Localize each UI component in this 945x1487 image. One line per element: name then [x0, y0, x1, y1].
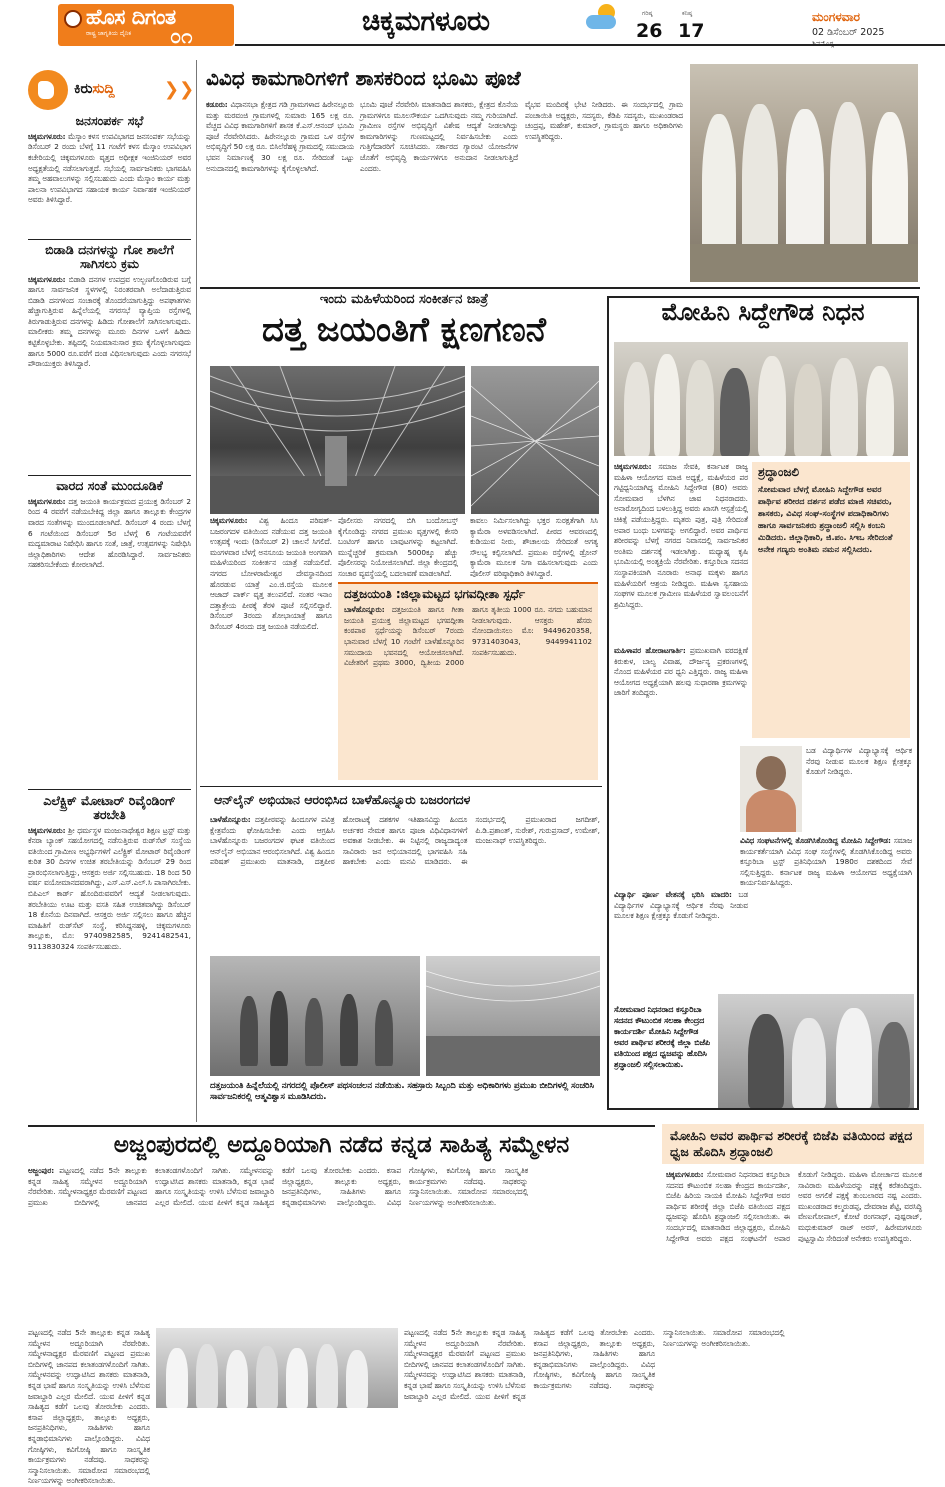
mohini-col-1b: ಮಹಿಳಾಪರ ಹೋರಾಟಗಾರ್ತಿ: ಪ್ರಮುಖವಾಗಿ ವರದಕ್ಷಿಣೆ ಕಿರುಕುಳ, ಬಾಲ್ಯ ವಿವಾಹ, ದೌರ್ಜನ್ಯ ಪ್ರಕರಣಗಳಲ್ಲಿ ನೊಂದ ಮಹಿಳೆಯರ ಪರ ಧ್ವನಿ ಎತ್ತಿದ್ದರು. ರಾಜ್ಯ ಮಹಿಳಾ ಆಯೋಗದ ಅಧ್ಯಕ್ಷೆಯಾಗಿ ಹಲವು ಸುಧಾರಣಾ ಕ್ರಮಗಳನ್ನು ಜಾರಿಗೆ ತಂದಿದ್ದರು. [614, 646, 748, 698]
min-temp-label: ಕನಿಷ್ಠ [682, 10, 693, 17]
max-temp: 26 [636, 20, 663, 42]
mohini-col-1c: ವಿದ್ಯಾರ್ಥಿ ಪೂರ್ಣ ವೇತನಕ್ಕೆ ಭರಿಸಿ ಮಾದರಿ: ಬಡ ವಿದ್ಯಾರ್ಥಿಗಳ ವಿದ್ಯಾಭ್ಯಾಸಕ್ಕೆ ಆರ್ಥಿಕ ನೆರವು ನೀಡುವ ಮೂಲಕ ಶಿಕ್ಷಣ ಕ್ಷೇತ್ರಕ್ಕೂ ಕೊಡುಗೆ ನೀಡಿದ್ದರು. [614, 890, 748, 921]
bhoomi-headline: ವಿವಿಧ ಕಾಮಗಾರಿಗಳಿಗೆ ಶಾಸಕರಿಂದ ಭೂಮಿ ಪೂಜೆ [206, 66, 521, 90]
masthead [0, 0, 945, 48]
brief-body: ಚಿಕ್ಕಮಗಳೂರು: ಮೆಸ್ಕಾಂ ಕಳಸ ಉಪವಿಭಾಗದ ಜನಸಂಪರ್ಕ ಸಭೆಯನ್ನು ಡಿಸೆಂಬರ್ 2 ರಂದು ಬೆಳಗ್ಗೆ 11 ಗಂಟೆಗೆ ಕಳಸ ಮೆಸ್ಕಾಂ ಉಪವಿಭಾಗ ಕಚೇರಿಯಲ್ಲಿ ಚಿಕ್ಕಮಗಳೂರು ವೃತ್ತದ ಅಧೀಕ್ಷಕ ಇಂಜಿನಿಯರ್ ಅವರ ಅಧ್ಯಕ್ಷತೆಯಲ್ಲಿ ನಡೆಸಲಾಗುತ್ತದೆ. ಸಭೆಯಲ್ಲಿ ಸಾರ್ವಜನಿಕರು ಭಾಗವಹಿಸಿ ತಮ್ಮ ಅಹವಾಲುಗಳನ್ನು ಸಲ್ಲಿಸಬಹುದು ಎಂದು ಮೆಸ್ಕಾಂ ಕಾರ್ಯ ಮತ್ತು ಪಾಲನಾ ಉಪವಿಭಾಗದ ಸಹಾಯಕ ಕಾರ್ಯ ನಿರ್ವಾಹಕ ಇಂಜಿನಿಯರ್ ಅವರು ತಿಳಿಸಿದ್ದಾರೆ. [28, 131, 191, 205]
brief-title: ಬಿಡಾಡಿ ದನಗಳನ್ನು ಗೋ ಶಾಲೆಗೆ ಸಾಗಿಸಲು ಕ್ರಮ [45, 242, 174, 271]
logo-tagline: ರಾಷ್ಟ್ರ ಜಾಗೃತಿಯ ದೈನಿಕ [86, 30, 132, 37]
brief-title: ಜನಸಂಪರ್ಕ ಸಭೆ [75, 113, 144, 128]
police-march-photo-2 [426, 956, 600, 1076]
ajjampura-photo [156, 1328, 398, 1408]
mohini-headline: ಮೋಹಿನಿ ಸಿದ್ದೇಗೌಡ ನಿಧನ [661, 298, 865, 326]
bhoomi-col-1: ಕಡೂರು: ವಿಧಾನಸಭಾ ಕ್ಷೇತ್ರದ ಗಡಿ ಗ್ರಾಮಗಳಾದ ಹಿರೇನಲ್ಲೂರು ಮತ್ತು ಮರವಂಜಿ ಗ್ರಾಮಗಳಲ್ಲಿ ಸುಮಾರು 165 ಲಕ್ಷ ರೂ. ವೆಚ್ಚದ ವಿವಿಧ ಕಾಮಗಾರಿಗಳಿಗೆ ಶಾಸಕ ಕೆ.ಎಸ್.ಆನಂದ್ ಭೂಮಿ ಪೂಜೆ ನೆರವೇರಿಸಿದರು. ಹಿರೇನಲ್ಲೂರು ಗ್ರಾಮದ ಒಳ ರಸ್ತೆಗಳ ಅಭಿವೃದ್ಧಿಗೆ 50 ಲಕ್ಷ ರೂ. ಬಿಸಿಲೆರೆಹಳ್ಳಿ ಗ್ರಾಮದಲ್ಲಿ ಸಮುದಾಯ ಭವನ ನಿರ್ಮಾಣಕ್ಕೆ 30 ಲಕ್ಷ ರೂ. ಸೇರಿದಂತೆ ಒಟ್ಟು ಅನುದಾನದಲ್ಲಿ ಕಾಮಗಾರಿಗಳನ್ನು ಕೈಗೊಳ್ಳಲಾಗಿದೆ. [206, 100, 354, 173]
min-temp: 17 [678, 20, 705, 42]
logo-text: ಹೊಸ ದಿಗಂತ [86, 5, 176, 29]
logo-emblem-icon [64, 10, 82, 28]
bhagavad-headline: ದತ್ತಜಯಂತಿ :ಜಿಲ್ಲಾಮಟ್ಟದ ಭಗವದ್ಗೀತಾ ಸ್ಪರ್ಧೆ [344, 587, 526, 601]
online-body: ಬಾಳೆಹೊನ್ನೂರು: ದತ್ತಪೀಠವನ್ನು ಹಿಂದೂಗಳ ಪವಿತ್ರ ಕ್ಷೇತ್ರವೆಂದು ಘೋಷಿಸಬೇಕು ಎಂದು ಆಗ್ರಹಿಸಿ ಬಾಳೆಹೊನ್ನೂರು ಬಜರಂಗದಳ ಘಟಕ ವತಿಯಿಂದ ಆನ್‌ಲೈನ್ ಅಭಿಯಾನ ಆರಂಭಿಸಲಾಗಿದೆ. ವಿಶ್ವ ಹಿಂದೂ ಪರಿಷತ್ ಪ್ರಮುಖರು ಮಾತನಾಡಿ, ದತ್ತಪೀಠ ಹೋರಾಟಕ್ಕೆ ದಶಕಗಳ ಇತಿಹಾಸವಿದ್ದು ಹಿಂದೂ ಅರ್ಚಕರ ನೇಮಕ ಹಾಗೂ ಪೂಜಾ ವಿಧಿವಿಧಾನಗಳಿಗೆ ಅವಕಾಶ ನೀಡಬೇಕು. ಈ ನಿಟ್ಟಿನಲ್ಲಿ ರಾಜ್ಯದಾದ್ಯಂತ ಸಾವಿರಾರು ಜನ ಅಭಿಯಾನದಲ್ಲಿ ಭಾಗವಹಿಸಿ ಸಹಿ ಹಾಕಬೇಕು ಎಂದು ಮನವಿ ಮಾಡಿದರು. ಈ ಸಂದರ್ಭದಲ್ಲಿ ಪ್ರಮುಖರಾದ ಜಗದೀಶ್, ಪಿ.ಡಿ.ಪ್ರಶಾಂತ್, ಸುರೇಶ್, ಗುರುಪ್ರಸಾದ್, ಉಮೇಶ್, ಮಂಜುನಾಥ್ ಉಪಸ್ಥಿತರಿದ್ದರು. [210, 815, 600, 867]
brief-4 [28, 794, 191, 1116]
tribute-body: ಸೋಮವಾರ ಬೆಳಗ್ಗೆ ಮೋಹಿನಿ ಸಿದ್ದೇಗೌಡ ಅವರ ಪಾರ್ಥಿವ ಶರೀರದ ದರ್ಶನ ಪಡೆದ ಮಾಜಿ ಸಚಿವರು, ಶಾಸಕರು, ವಿವಿಧ ಸಂಘ-ಸಂಸ್ಥೆಗಳ ಪದಾಧಿಕಾರಿಗಳು ಹಾಗೂ ಸಾರ್ವಜನಿಕರು ಶ್ರದ್ಧಾಂಜಲಿ ಸಲ್ಲಿಸಿ ಕಂಬನಿ ಮಿಡಿದರು. ಜಿಲ್ಲಾಧಿಕಾರಿ, ಜಿ.ಪಂ. ಸಿಇಒ ಸೇರಿದಂತೆ ಅನೇಕ ಗಣ್ಯರು ಅಂತಿಮ ನಮನ ಸಲ್ಲಿಸಿದರು. [758, 484, 893, 555]
mohini-bio: ವಿವಿಧ ಸಂಘಟನೆಗಳಲ್ಲಿ ತೊಡಗಿಸಿಕೊಂಡಿದ್ದ ಮೋಹಿನಿ ಸಿದ್ದೇಗೌಡ: ಸಮಾಜ ಕಾರ್ಯಕರ್ತೆಯಾಗಿ ವಿವಿಧ ಸಂಘ ಸಂಸ್ಥೆಗಳಲ್ಲಿ ತೊಡಗಿಸಿಕೊಂಡಿದ್ದ ಅವರು ಕಸ್ತೂರಿಬಾ ಟ್ರಸ್ಟ್ ಪ್ರತಿನಿಧಿಯಾಗಿ 1980ರ ದಶಕದಿಂದ ಸೇವೆ ಸಲ್ಲಿಸುತ್ತಿದ್ದರು. ಕರ್ನಾಟಕ ರಾಜ್ಯ ಮಹಿಳಾ ಆಯೋಗದ ಅಧ್ಯಕ್ಷೆಯಾಗಿ ಕಾರ್ಯನಿರ್ವಹಿಸಿದ್ದರು. [740, 836, 912, 888]
ajjampura-headline: ಅಜ್ಜಂಪುರದಲ್ಲಿ ಅದ್ದೂರಿಯಾಗಿ ನಡೆದ ಕನ್ನಡ ಸಾಹಿತ್ಯ ಸಮ್ಮೇಳನ [113, 1132, 570, 1158]
datta-photo-aerial [471, 366, 599, 514]
tribute-box [752, 462, 910, 738]
online-headline: ಆನ್‌ಲೈನ್ ಅಭಿಯಾನ ಆರಂಭಿಸಿದ ಬಾಳೆಹೊನ್ನೂರು ಬಜರಂಗದಳ [214, 792, 471, 807]
day-name: ಮಂಗಳವಾರ [812, 10, 861, 24]
bjp-headline: ಮೋಹಿನಿ ಅವರ ಪಾರ್ಥಿವ ಶರೀರಕ್ಕೆ ಬಿಜೆಪಿ ವತಿಯಿಂದ ಪಕ್ಷದ ಧ್ವಜ ಹೊದಿಸಿ ಶ್ರದ್ಧಾಂಜಲಿ [670, 1128, 913, 1159]
hand-icon [28, 70, 68, 110]
police-march-photo-1 [210, 956, 420, 1076]
bhoomi-photo [690, 64, 918, 282]
ajjampura-body-b: ಪಟ್ಟಣದಲ್ಲಿ ನಡೆದ 5ನೇ ತಾಲ್ಲೂಕು ಕನ್ನಡ ಸಾಹಿತ್ಯ ಸಮ್ಮೇಳನ ಅದ್ದೂರಿಯಾಗಿ ನೆರವೇರಿತು. ಸಮ್ಮೇಳನಾಧ್ಯಕ್ಷರ ಮೆರವಣಿಗೆ ಪಟ್ಟಣದ ಪ್ರಮುಖ ಬೀದಿಗಳಲ್ಲಿ ಜಾನಪದ ಕಲಾತಂಡಗಳೊಂದಿಗೆ ಸಾಗಿತು. ಸಮ್ಮೇಳನವನ್ನು ಉದ್ಘಾಟಿಸಿದ ಶಾಸಕರು ಮಾತನಾಡಿ, ಕನ್ನಡ ಭಾಷೆ ಹಾಗೂ ಸಂಸ್ಕೃತಿಯನ್ನು ಉಳಿಸಿ ಬೆಳೆಸುವ ಜವಾಬ್ದಾರಿ ಎಲ್ಲರ ಮೇಲಿದೆ. ಯುವ ಪೀಳಿಗೆ ಕನ್ನಡ ಸಾಹಿತ್ಯದ ಕಡೆಗೆ ಒಲವು ತೋರಬೇಕು ಎಂದರು. ಕಸಾಪ ಜಿಲ್ಲಾಧ್ಯಕ್ಷರು, ತಾಲ್ಲೂಕು ಅಧ್ಯಕ್ಷರು, ಜನಪ್ರತಿನಿಧಿಗಳು, ಸಾಹಿತಿಗಳು ಹಾಗೂ ಕನ್ನಡಾಭಿಮಾನಿಗಳು ಪಾಲ್ಗೊಂಡಿದ್ದರು. ವಿವಿಧ ಗೋಷ್ಠಿಗಳು, ಕವಿಗೋಷ್ಠಿ ಹಾಗೂ ಸಾಂಸ್ಕೃತಿಕ ಕಾರ್ಯಕ್ರಮಗಳು ನಡೆದವು. ಸಾಧಕರನ್ನು ಸನ್ಮಾನಿಸಲಾಯಿತು. ಸಮಾರೋಪ ಸಮಾರಂಭದಲ್ಲಿ ನಿರ್ಣಯಗಳನ್ನು ಅಂಗೀಕರಿಸಲಾಯಿತು. [28, 1328, 150, 1486]
max-temp-label: ಗರಿಷ್ಠ [642, 10, 653, 17]
brief-body: ಚಿಕ್ಕಮಗಳೂರು: ಶ್ರೀ ಧರ್ಮಸ್ಥಳ ಮಂಜುನಾಥೇಶ್ವರ ಶಿಕ್ಷಣ ಟ್ರಸ್ಟ್ ಮತ್ತು ಕೆನರಾ ಬ್ಯಾಂಕ್ ಸಹಯೋಗದಲ್ಲಿ ನಡೆಸುತ್ತಿರುವ ರುಡ್‌ಸೆಟ್ ಸಂಸ್ಥೆಯ ವತಿಯಿಂದ ಗ್ರಾಮೀಣ ಅಭ್ಯರ್ಥಿಗಳಿಗೆ ಎಲೆಕ್ಟ್ರಿಕ್ ಮೋಟಾರ್ ರಿವೈಂಡಿಂಗ್ ಕುರಿತ 30 ದಿನಗಳ ಉಚಿತ ತರಬೇತಿಯನ್ನು ಡಿಸೆಂಬರ್ 29 ರಿಂದ ಪ್ರಾರಂಭಿಸಲಾಗುತ್ತಿದ್ದು, ಆಸಕ್ತರು ಅರ್ಜಿ ಸಲ್ಲಿಸಬಹುದು. 18 ರಿಂದ 50 ವರ್ಷ ವಯೋಮಾನದವರಾಗಿದ್ದು, ಎಸ್.ಎಸ್.ಎಲ್.ಸಿ ಪಾಸಾಗಿರಬೇಕು. ಬಿಪಿಎಲ್ ಕಾರ್ಡ್ ಹೊಂದಿರುವವರಿಗೆ ಆದ್ಯತೆ ನೀಡಲಾಗುವುದು. ತರಬೇತಿಯು ಊಟ ಮತ್ತು ವಸತಿ ಸಹಿತ ಉಚಿತವಾಗಿದ್ದು ಡಿಸೆಂಬರ್ 18 ಕೊನೆಯ ದಿನವಾಗಿದೆ. ಆಸಕ್ತರು ಅರ್ಜಿ ಸಲ್ಲಿಸಲು ಹಾಗೂ ಹೆಚ್ಚಿನ ಮಾಹಿತಿಗೆ ರುಡ್‌ಸೆಟ್ ಸಂಸ್ಥೆ, ಕರಿಸಿದ್ದನಹಳ್ಳಿ, ಚಿಕ್ಕಮಗಳೂರು ತಾಲ್ಲೂಕು, ಮೊ: 9740982585, 9241482541, 9113830324 ಸಂಪರ್ಕಿಸಬಹುದು. [28, 825, 192, 952]
brief-body: ಚಿಕ್ಕಮಗಳೂರು: ಬಿಡಾಡಿ ದನಗಳ ಉಪದ್ರವ ಉಲ್ಬಣಗೊಂಡಿರುವ ಬಗ್ಗೆ ಹಾಗೂ ಸಾರ್ವಜನಿಕ ಸ್ಥಳಗಳಲ್ಲಿ ನಿರಂತರವಾಗಿ ಅಲೆದಾಡುತ್ತಿರುವ ಬಿಡಾಡಿ ದನಗಳಿಂದ ಸಂಚಾರಕ್ಕೆ ತೊಂದರೆಯಾಗುತ್ತಿದ್ದು ಅಪಘಾತಗಳು ಹೆಚ್ಚಾಗುತ್ತಿರುವ ಹಿನ್ನೆಲೆಯಲ್ಲಿ ನಗರಸಭೆ ವ್ಯಾಪ್ತಿಯ ರಸ್ತೆಗಳಲ್ಲಿ ತಿರುಗಾಡುತ್ತಿರುವ ದನಗಳನ್ನು ಹಿಡಿದು ಗೋಶಾಲೆಗೆ ಸಾಗಿಸಲಾಗುವುದು. ಮಾಲೀಕರು ತಮ್ಮ ದನಗಳನ್ನು ಮೂರು ದಿನಗಳ ಒಳಗೆ ಹಿಡಿದು ಕಟ್ಟಿಕೊಳ್ಳಬೇಕು. ತಪ್ಪಿದಲ್ಲಿ ನಿಯಮಾನುಸಾರ ಕ್ರಮ ಕೈಗೊಳ್ಳಲಾಗುವುದು ಹಾಗೂ 5000 ರೂ.ವರೆಗೆ ದಂಡ ವಿಧಿಸಲಾಗುವುದು ಎಂದು ನಗರಸಭೆ ಪೌರಾಯುಕ್ತರು ತಿಳಿಸಿದ್ದಾರೆ. [28, 274, 191, 369]
kiru-label: ಕಿರುಸುದ್ದಿ [74, 78, 174, 102]
bhoomi-col-2: ಭೂಮಿ ಪೂಜೆ ನೆರವೇರಿಸಿ ಮಾತನಾಡಿದ ಶಾಸಕರು, ಕ್ಷೇತ್ರದ ಕೊನೆಯ ಗ್ರಾಮಗಳಿಗೂ ಮೂಲಸೌಕರ್ಯ ಒದಗಿಸುವುದು ನಮ್ಮ ಗುರಿಯಾಗಿದೆ. ಗ್ರಾಮೀಣ ರಸ್ತೆಗಳ ಅಭಿವೃದ್ಧಿಗೆ ವಿಶೇಷ ಆದ್ಯತೆ ನೀಡಲಾಗಿದ್ದು ಕಾಮಗಾರಿಗಳನ್ನು ಗುಣಮಟ್ಟದಲ್ಲಿ ನಿರ್ವಹಿಸಬೇಕು ಎಂದು ಗುತ್ತಿಗೆದಾರರಿಗೆ ಸೂಚಿಸಿದರು. ಸರ್ಕಾರದ ಗ್ಯಾರಂಟಿ ಯೋಜನೆಗಳ ಜೊತೆಗೆ ಅಭಿವೃದ್ಧಿ ಕಾರ್ಯಗಳಿಗೂ ಅನುದಾನ ನೀಡಲಾಗುತ್ತಿದೆ ಎಂದರು. [360, 100, 518, 173]
logo-box [58, 4, 234, 46]
bhagavad-body: ಬಾಳೆಹೊನ್ನೂರು: ದತ್ತಜಯಂತಿ ಹಾಗೂ ಗೀತಾ ಜಯಂತಿ ಪ್ರಯುಕ್ತ ಜಿಲ್ಲಾಮಟ್ಟದ ಭಗವದ್ಗೀತಾ ಕಂಠಪಾಠ ಸ್ಪರ್ಧೆಯನ್ನು ಡಿಸೆಂಬರ್ 7ರಂದು ಭಾನುವಾರ ಬೆಳಗ್ಗೆ 10 ಗಂಟೆಗೆ ಬಾಳೆಹೊನ್ನೂರಿನ ಸಮುದಾಯ ಭವನದಲ್ಲಿ ಆಯೋಜಿಸಲಾಗಿದೆ. ವಿಜೇತರಿಗೆ ಪ್ರಥಮ 3000, ದ್ವಿತೀಯ 2000 ಹಾಗೂ ತೃತೀಯ 1000 ರೂ. ನಗದು ಬಹುಮಾನ ನೀಡಲಾಗುವುದು. ಆಸಕ್ತರು ಹೆಸರು ನೋಂದಾಯಿಸಲು ಮೊ: 9449620358, 9731403043, 9449941102 ಸಂಪರ್ಕಿಸಬಹುದು. [344, 605, 592, 668]
bhoomi-col-3: ವೈಭವ ಮಂದಿರಕ್ಕೆ ಭೇಟಿ ನೀಡಿದರು. ಈ ಸಂದರ್ಭದಲ್ಲಿ ಗ್ರಾಮ ಪಂಚಾಯಿತಿ ಅಧ್ಯಕ್ಷರು, ಸದಸ್ಯರು, ಕೆಡಿಪಿ ಸದಸ್ಯರು, ಮುಖಂಡರಾದ ಚಂದ್ರಪ್ಪ, ಮಹೇಶ್, ಕುಮಾರ್, ಗ್ರಾಮಸ್ಥರು ಹಾಗೂ ಅಧಿಕಾರಿಗಳು ಉಪಸ್ಥಿತರಿದ್ದರು. [525, 100, 683, 141]
brief-body: ಚಿಕ್ಕಮಗಳೂರು: ದತ್ತ ಜಯಂತಿ ಕಾರ್ಯಕ್ರಮದ ಪ್ರಯುಕ್ತ ಡಿಸೆಂಬರ್ 2 ರಿಂದ 4 ರವರೆಗೆ ನಡೆಯಬೇಕಿದ್ದ ಜಿಲ್ಲಾ ಹಾಗೂ ತಾಲ್ಲೂಕು ಕೇಂದ್ರಗಳ ವಾರದ ಸಂತೆಗಳನ್ನು ಮುಂದೂಡಲಾಗಿದೆ. ಡಿಸೆಂಬರ್ 4 ರಂದು ಬೆಳಗ್ಗೆ 6 ಗಂಟೆಯಿಂದ ಡಿಸೆಂಬರ್ 5ರ ಬೆಳಗ್ಗೆ 6 ಗಂಟೆಯವರೆಗೆ ಮದ್ಯಮಾರಾಟ ನಿಷೇಧಿಸಿ ಹಾಗೂ ಸಂತೆ, ಜಾತ್ರೆ, ಉತ್ಸವಗಳನ್ನು ನಿಷೇಧಿಸಿ ಜಿಲ್ಲಾಧಿಕಾರಿಗಳು ಆದೇಶ ಹೊರಡಿಸಿದ್ದಾರೆ. ಸಾರ್ವಜನಿಕರು ಸಹಕರಿಸಬೇಕೆಂದು ಕೋರಲಾಗಿದೆ. [28, 496, 191, 570]
kiru-suddi-banner [28, 70, 195, 110]
datta-col-2: ಪೊಲೀಸರು ನಗರದಲ್ಲಿ ಬಿಗಿ ಬಂದೋಬಸ್ತ್ ಕೈಗೊಂಡಿದ್ದು ನಗರದ ಪ್ರಮುಖ ವೃತ್ತಗಳಲ್ಲಿ ಕೇಸರಿ ಬಂಟಿಂಗ್ ಹಾಗೂ ಬಾವುಟಗಳನ್ನು ಕಟ್ಟಲಾಗಿದೆ. ಮುನ್ನೆಚ್ಚರಿಕೆ ಕ್ರಮವಾಗಿ 5000ಕ್ಕೂ ಹೆಚ್ಚು ಪೊಲೀಸರನ್ನು ನಿಯೋಜಿಸಲಾಗಿದೆ. ಜಿಲ್ಲಾ ಕೇಂದ್ರದಲ್ಲಿ ಸಂಚಾರ ವ್ಯವಸ್ಥೆಯಲ್ಲಿ ಬದಲಾವಣೆ ಮಾಡಲಾಗಿದೆ. [338, 516, 458, 578]
brief-2 [28, 243, 191, 450]
datta-headline: ದತ್ತ ಜಯಂತಿಗೆ ಕ್ಷಣಗಣನೆ [262, 310, 546, 350]
ajjampura-body: ಅಜ್ಜಂಪುರ: ಪಟ್ಟಣದಲ್ಲಿ ನಡೆದ 5ನೇ ತಾಲ್ಲೂಕು ಕನ್ನಡ ಸಾಹಿತ್ಯ ಸಮ್ಮೇಳನ ಅದ್ದೂರಿಯಾಗಿ ನೆರವೇರಿತು. ಸಮ್ಮೇಳನಾಧ್ಯಕ್ಷರ ಮೆರವಣಿಗೆ ಪಟ್ಟಣದ ಪ್ರಮುಖ ಬೀದಿಗಳಲ್ಲಿ ಜಾನಪದ ಕಲಾತಂಡಗಳೊಂದಿಗೆ ಸಾಗಿತು. ಸಮ್ಮೇಳನವನ್ನು ಉದ್ಘಾಟಿಸಿದ ಶಾಸಕರು ಮಾತನಾಡಿ, ಕನ್ನಡ ಭಾಷೆ ಹಾಗೂ ಸಂಸ್ಕೃತಿಯನ್ನು ಉಳಿಸಿ ಬೆಳೆಸುವ ಜವಾಬ್ದಾರಿ ಎಲ್ಲರ ಮೇಲಿದೆ. ಯುವ ಪೀಳಿಗೆ ಕನ್ನಡ ಸಾಹಿತ್ಯದ ಕಡೆಗೆ ಒಲವು ತೋರಬೇಕು ಎಂದರು. ಕಸಾಪ ಜಿಲ್ಲಾಧ್ಯಕ್ಷರು, ತಾಲ್ಲೂಕು ಅಧ್ಯಕ್ಷರು, ಜನಪ್ರತಿನಿಧಿಗಳು, ಸಾಹಿತಿಗಳು ಹಾಗೂ ಕನ್ನಡಾಭಿಮಾನಿಗಳು ಪಾಲ್ಗೊಂಡಿದ್ದರು. ವಿವಿಧ ಗೋಷ್ಠಿಗಳು, ಕವಿಗೋಷ್ಠಿ ಹಾಗೂ ಸಾಂಸ್ಕೃತಿಕ ಕಾರ್ಯಕ್ರಮಗಳು ನಡೆದವು. ಸಾಧಕರನ್ನು ಸನ್ಮಾನಿಸಲಾಯಿತು. ಸಮಾರೋಪ ಸಮಾರಂಭದಲ್ಲಿ ನಿರ್ಣಯಗಳನ್ನು ಅಂಗೀಕರಿಸಲಾಯಿತು. [28, 1166, 528, 1207]
bunting-lines [210, 366, 465, 514]
bjp-tribute-photo [718, 994, 914, 1108]
police-caption: ದತ್ತಜಯಂತಿ ಹಿನ್ನೆಲೆಯಲ್ಲಿ ನಗರದಲ್ಲಿ ಪೊಲೀಸ್ ಪಥಸಂಚಲನ ನಡೆಯಿತು. ಸಹಸ್ರಾರು ಸಿಬ್ಬಂದಿ ಮತ್ತು ಅಧಿಕಾರಿಗಳು ಪ್ರಮುಖ ಬೀದಿಗಳಲ್ಲಿ ಸಂಚರಿಸಿ ಸಾರ್ವಜನಿಕರಲ್ಲಿ ಆತ್ಮವಿಶ್ವಾಸ ಮೂಡಿಸಿದರು. [210, 1080, 594, 1101]
page-number: ೦೧ [170, 24, 193, 48]
city-name: ಚಿಕ್ಕಮಗಳೂರು [362, 6, 490, 37]
chevrons-icon: ❯❯ [164, 79, 195, 100]
mohini-portrait [740, 746, 802, 832]
brief-title: ಎಲೆಕ್ಟ್ರಿಕ್ ಮೋಟಾರ್ ರಿವೈಂಡಿಂಗ್ ತರಬೇತಿ [43, 793, 176, 822]
brief-3 [28, 479, 191, 797]
datta-photo-street [210, 366, 465, 514]
bhagavad-box [338, 582, 598, 780]
bjp-body: ಚಿಕ್ಕಮಗಳೂರು: ಸೋಮವಾರ ನಿಧನರಾದ ಕಸ್ತೂರಿಬಾ ಸದನದ ಕೌಟುಂಬಿಕ ಸಲಹಾ ಕೇಂದ್ರದ ಕಾರ್ಯದರ್ಶಿ, ಬಿಜೆಪಿ ಹಿರಿಯ ನಾಯಕಿ ಮೋಹಿನಿ ಸಿದ್ದೇಗೌಡ ಅವರ ಪಾರ್ಥಿವ ಶರೀರಕ್ಕೆ ಜಿಲ್ಲಾ ಬಿಜೆಪಿ ವತಿಯಿಂದ ಪಕ್ಷದ ಧ್ವಜವನ್ನು ಹೊದಿಸಿ ಶ್ರದ್ಧಾಂಜಲಿ ಸಲ್ಲಿಸಲಾಯಿತು. ಈ ಸಂದರ್ಭದಲ್ಲಿ ಮಾತನಾಡಿದ ಜಿಲ್ಲಾಧ್ಯಕ್ಷರು, ಮೋಹಿನಿ ಸಿದ್ದೇಗೌಡ ಅವರು ಪಕ್ಷದ ಸಂಘಟನೆಗೆ ಅಪಾರ ಕೊಡುಗೆ ನೀಡಿದ್ದರು. ಮಹಿಳಾ ಮೋರ್ಚಾದ ಮೂಲಕ ಸಾವಿರಾರು ಮಹಿಳೆಯರನ್ನು ಪಕ್ಷಕ್ಕೆ ಕರೆತಂದಿದ್ದರು. ಅವರ ಅಗಲಿಕೆ ಪಕ್ಷಕ್ಕೆ ತುಂಬಲಾರದ ನಷ್ಟ ಎಂದರು. ಮುಖಂಡರಾದ ಕಲ್ಮರುಡಪ್ಪ, ದೇವರಾಜ ಶೆಟ್ಟಿ, ವರಸಿದ್ಧಿ ವೇಣುಗೋಪಾಲ್, ಕೋಟೆ ರಂಗನಾಥ್, ಪುಷ್ಪರಾಜ್, ಮಧುಕುಮಾರ್ ರಾಜ್ ಅರಸ್, ಹಿರೇಮಗಳೂರು ಪುಟ್ಟಸ್ವಾಮಿ ಸೇರಿದಂತೆ ಅನೇಕರು ಉಪಸ್ಥಿತರಿದ್ದರು. [666, 1170, 922, 1243]
brief-1 [28, 114, 191, 244]
datta-col-right: ಕಾವಲು ನಿರ್ಮಿಸಲಾಗಿದ್ದು ಭಕ್ತರ ಸುರಕ್ಷತೆಗಾಗಿ ಸಿಸಿ ಕ್ಯಾಮೆರಾ ಅಳವಡಿಸಲಾಗಿದೆ. ಪೀಠದ ಆವರಣದಲ್ಲಿ ಕುಡಿಯುವ ನೀರು, ಶೌಚಾಲಯ ಸೇರಿದಂತೆ ಅಗತ್ಯ ಸೌಲಭ್ಯ ಕಲ್ಪಿಸಲಾಗಿದೆ. ಪ್ರಮುಖ ರಸ್ತೆಗಳಲ್ಲಿ ಡ್ರೋನ್ ಕ್ಯಾಮೆರಾ ಮೂಲಕ ನಿಗಾ ವಹಿಸಲಾಗುವುದು ಎಂದು ಪೊಲೀಸ್ ವರಿಷ್ಠಾಧಿಕಾರಿ ತಿಳಿಸಿದ್ದಾರೆ. [470, 516, 598, 578]
ajjampura-body-c: ಪಟ್ಟಣದಲ್ಲಿ ನಡೆದ 5ನೇ ತಾಲ್ಲೂಕು ಕನ್ನಡ ಸಾಹಿತ್ಯ ಸಮ್ಮೇಳನ ಅದ್ದೂರಿಯಾಗಿ ನೆರವೇರಿತು. ಸಮ್ಮೇಳನಾಧ್ಯಕ್ಷರ ಮೆರವಣಿಗೆ ಪಟ್ಟಣದ ಪ್ರಮುಖ ಬೀದಿಗಳಲ್ಲಿ ಜಾನಪದ ಕಲಾತಂಡಗಳೊಂದಿಗೆ ಸಾಗಿತು. ಸಮ್ಮೇಳನವನ್ನು ಉದ್ಘಾಟಿಸಿದ ಶಾಸಕರು ಮಾತನಾಡಿ, ಕನ್ನಡ ಭಾಷೆ ಹಾಗೂ ಸಂಸ್ಕೃತಿಯನ್ನು ಉಳಿಸಿ ಬೆಳೆಸುವ ಜವಾಬ್ದಾರಿ ಎಲ್ಲರ ಮೇಲಿದೆ. ಯುವ ಪೀಳಿಗೆ ಕನ್ನಡ ಸಾಹಿತ್ಯದ ಕಡೆಗೆ ಒಲವು ತೋರಬೇಕು ಎಂದರು. ಕಸಾಪ ಜಿಲ್ಲಾಧ್ಯಕ್ಷರು, ತಾಲ್ಲೂಕು ಅಧ್ಯಕ್ಷರು, ಜನಪ್ರತಿನಿಧಿಗಳು, ಸಾಹಿತಿಗಳು ಹಾಗೂ ಕನ್ನಡಾಭಿಮಾನಿಗಳು ಪಾಲ್ಗೊಂಡಿದ್ದರು. ವಿವಿಧ ಗೋಷ್ಠಿಗಳು, ಕವಿಗೋಷ್ಠಿ ಹಾಗೂ ಸಾಂಸ್ಕೃತಿಕ ಕಾರ್ಯಕ್ರಮಗಳು ನಡೆದವು. ಸಾಧಕರನ್ನು ಸನ್ಮಾನಿಸಲಾಯಿತು. ಸಮಾರೋಪ ಸಮಾರಂಭದಲ್ಲಿ ನಿರ್ಣಯಗಳನ್ನು ಅಂಗೀಕರಿಸಲಾಯಿತು. [404, 1328, 785, 1401]
mohini-col-2: ಬಡ ವಿದ್ಯಾರ್ಥಿಗಳ ವಿದ್ಯಾಭ್ಯಾಸಕ್ಕೆ ಆರ್ಥಿಕ ನೆರವು ನೀಡುವ ಮೂಲಕ ಶಿಕ್ಷಣ ಕ್ಷೇತ್ರಕ್ಕೂ ಕೊಡುಗೆ ನೀಡಿದ್ದರು. [806, 746, 912, 777]
tribute-title: ಶ್ರದ್ಧಾಂಜಲಿ [758, 465, 800, 479]
mohini-caption: ಸೋಮವಾರ ನಿಧನರಾದ ಕಸ್ತೂರಿಬಾ ಸದನದ ಕೌಟುಂಬಿಕ ಸಲಹಾ ಕೇಂದ್ರದ ಕಾರ್ಯದರ್ಶಿ ಮೋಹಿನಿ ಸಿದ್ದೇಗೌಡ ಅವರ ಪಾರ್ಥಿವ ಶರೀರಕ್ಕೆ ಜಿಲ್ಲಾ ಬಿಜೆಪಿ ವತಿಯಿಂದ ಪಕ್ಷದ ಧ್ವಜವನ್ನು ಹೊದಿಸಿ ಶ್ರದ್ಧಾಂಜಲಿ ಸಲ್ಲಿಸಲಾಯಿತು. [614, 1005, 711, 1069]
bjp-box [662, 1124, 924, 1408]
date: 02 ಡಿಸೆಂಬರ್ 2025 [812, 27, 885, 38]
datta-col-1: ಚಿಕ್ಕಮಗಳೂರು: ವಿಶ್ವ ಹಿಂದೂ ಪರಿಷತ್-ಬಜರಂಗದಳ ವತಿಯಿಂದ ನಡೆಯುವ ದತ್ತ ಜಯಂತಿ ಉತ್ಸವಕ್ಕೆ ಇಂದು (ಡಿಸೆಂಬರ್ 2) ಚಾಲನೆ ಸಿಗಲಿದೆ. ಮಂಗಳವಾರ ಬೆಳಗ್ಗೆ ಅನಸೂಯ ಜಯಂತಿ ಅಂಗವಾಗಿ ಮಹಿಳೆಯರಿಂದ ಸಂಕೀರ್ತನ ಯಾತ್ರೆ ನಡೆಯಲಿದೆ. ನಗರದ ಬೋಳರಾಮೇಶ್ವರ ದೇವಸ್ಥಾನದಿಂದ ಹೊರಡುವ ಯಾತ್ರೆ ಎಂ.ಜಿ.ರಸ್ತೆಯ ಮೂಲಕ ಆಜಾದ್ ಪಾರ್ಕ್ ವೃತ್ತ ತಲುಪಲಿದೆ. ನಂತರ ಇನಾಂ ದತ್ತಾತ್ರೇಯ ಪೀಠಕ್ಕೆ ತೆರಳಿ ಪೂಜೆ ಸಲ್ಲಿಸಲಿದ್ದಾರೆ. ಡಿಸೆಂಬರ್ 3ರಂದು ಶೋಭಾಯಾತ್ರೆ ಹಾಗೂ ಡಿಸೆಂಬರ್ 4ರಂದು ದತ್ತ ಜಯಂತಿ ನಡೆಯಲಿದೆ. [210, 516, 332, 631]
datta-kicker: ಇಂದು ಮಹಿಳೆಯರಿಂದ ಸಂಕೀರ್ತನ ಜಾತ್ರೆ [319, 292, 489, 307]
weather-icon [586, 4, 618, 32]
brief-title: ವಾರದ ಸಂತೆ ಮುಂದೂಡಿಕೆ [56, 478, 163, 493]
mohini-photo-group [614, 342, 908, 456]
mohini-col-1: ಚಿಕ್ಕಮಗಳೂರು: ಸಮಾಜ ಸೇವಕಿ, ಕರ್ನಾಟಕ ರಾಜ್ಯ ಮಹಿಳಾ ಆಯೋಗದ ಮಾಜಿ ಅಧ್ಯಕ್ಷೆ, ಮಹಿಳೆಯರ ಪರ ಗಟ್ಟಿಧ್ವನಿಯಾಗಿದ್ದ ಮೋಹಿನಿ ಸಿದ್ದೇಗೌಡ (80) ಅವರು ಸೋಮವಾರ ಬೆಳಗಿನ ಜಾವ ನಿಧನರಾದರು. ಅನಾರೋಗ್ಯದಿಂದ ಬಳಲುತ್ತಿದ್ದ ಅವರು ಖಾಸಗಿ ಆಸ್ಪತ್ರೆಯಲ್ಲಿ ಚಿಕಿತ್ಸೆ ಪಡೆಯುತ್ತಿದ್ದರು. ಮೃತರು ಪುತ್ರ, ಪುತ್ರಿ ಸೇರಿದಂತೆ ಅಪಾರ ಬಂಧು ಬಳಗವನ್ನು ಅಗಲಿದ್ದಾರೆ. ಅವರ ಪಾರ್ಥಿವ ಶರೀರವನ್ನು ಬೆಳಗ್ಗೆ ನಗರದ ನಿವಾಸದಲ್ಲಿ ಸಾರ್ವಜನಿಕರ ಅಂತಿಮ ದರ್ಶನಕ್ಕೆ ಇಡಲಾಗಿತ್ತು. ಮಧ್ಯಾಹ್ನ ಕೃಷಿ ಭೂಮಿಯಲ್ಲಿ ಅಂತ್ಯಕ್ರಿಯೆ ನೆರವೇರಿತು. ಕಸ್ತೂರಿಬಾ ಸದನದ ಸಂಸ್ಥಾಪಕಿಯಾಗಿ ನೂರಾರು ಅನಾಥ ಮಕ್ಕಳು ಹಾಗೂ ಮಹಿಳೆಯರಿಗೆ ಆಶ್ರಯ ನೀಡಿದ್ದರು. ಮಹಿಳಾ ಸ್ವಸಹಾಯ ಸಂಘಗಳ ಮೂಲಕ ಗ್ರಾಮೀಣ ಮಹಿಳೆಯರ ಸ್ವಾವಲಂಬನೆಗೆ ಶ್ರಮಿಸಿದ್ದರು. [614, 462, 748, 609]
